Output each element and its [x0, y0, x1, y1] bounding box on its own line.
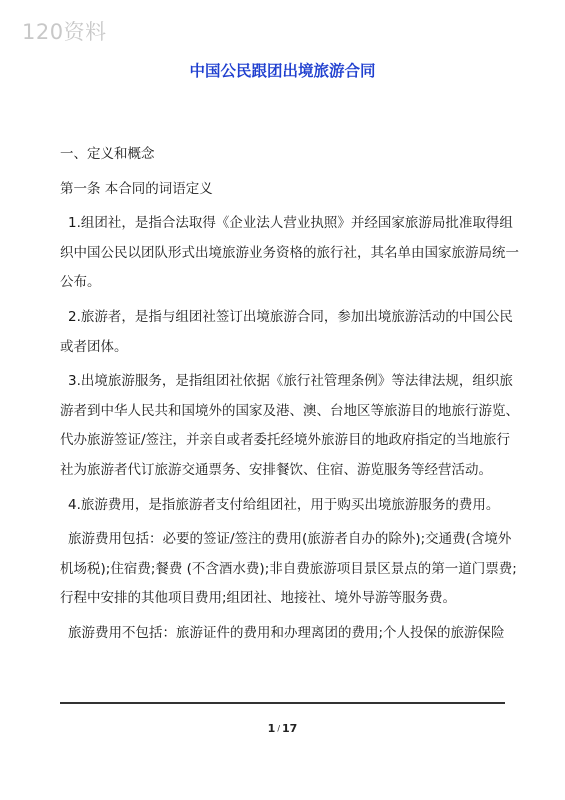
footer-divider — [60, 702, 505, 704]
definition-fee: 4.旅游费用，是指旅游者支付给组团社，用于购买出境旅游服务的费用。 — [68, 496, 500, 513]
current-page: 1 — [267, 722, 276, 735]
fee-excludes: 旅游费用不包括：旅游证件的费用和办理离团的费用;个人投保的旅游保险 — [68, 624, 505, 641]
fee-includes: 旅游费用包括：必要的签证/签注的费用(旅游者自办的除外);交通费(含境外机场税);住宿费;餐费 (不含酒水费);非自费旅游项目景区景点的第一道门票费;行程中安排的其他项目费用;组团社、地接社、境外导游等服务费。 — [60, 531, 517, 607]
document-title: 中国公民跟团出境旅游合同 — [189, 62, 376, 80]
definition-service: 3.出境旅游服务，是指组团社依据《旅行社管理条例》等法律法规，组织旅游者到中华人民共和国境外的国家及港、澳、台地区等旅游目的地旅行游览、代办旅游签证/签注，并亲自或者委托经境外旅游目的地政府指定的当地旅行社为旅游者代订旅游交通票务、安排餐饮、住宿、游览服务等经营活动。 — [60, 373, 519, 478]
article-heading: 第一条 本合同的词语定义 — [60, 180, 213, 197]
page-separator: / — [277, 724, 281, 733]
total-pages: 17 — [282, 722, 298, 735]
definition-organizer: 1.组团社，是指合法取得《企业法人营业执照》并经国家旅游局批准取得组织中国公民以团队形式出境旅游业务资格的旅行社，其名单由国家旅游局统一公布。 — [60, 215, 519, 291]
document-body — [60, 140, 520, 649]
section-heading: 一、定义和概念 — [60, 146, 155, 162]
watermark-text: 120资料 — [22, 20, 107, 44]
page-number — [0, 722, 565, 735]
definition-tourist: 2.旅游者，是指与组团社签订出境旅游合同，参加出境旅游活动的中国公民或者团体。 — [60, 308, 513, 355]
